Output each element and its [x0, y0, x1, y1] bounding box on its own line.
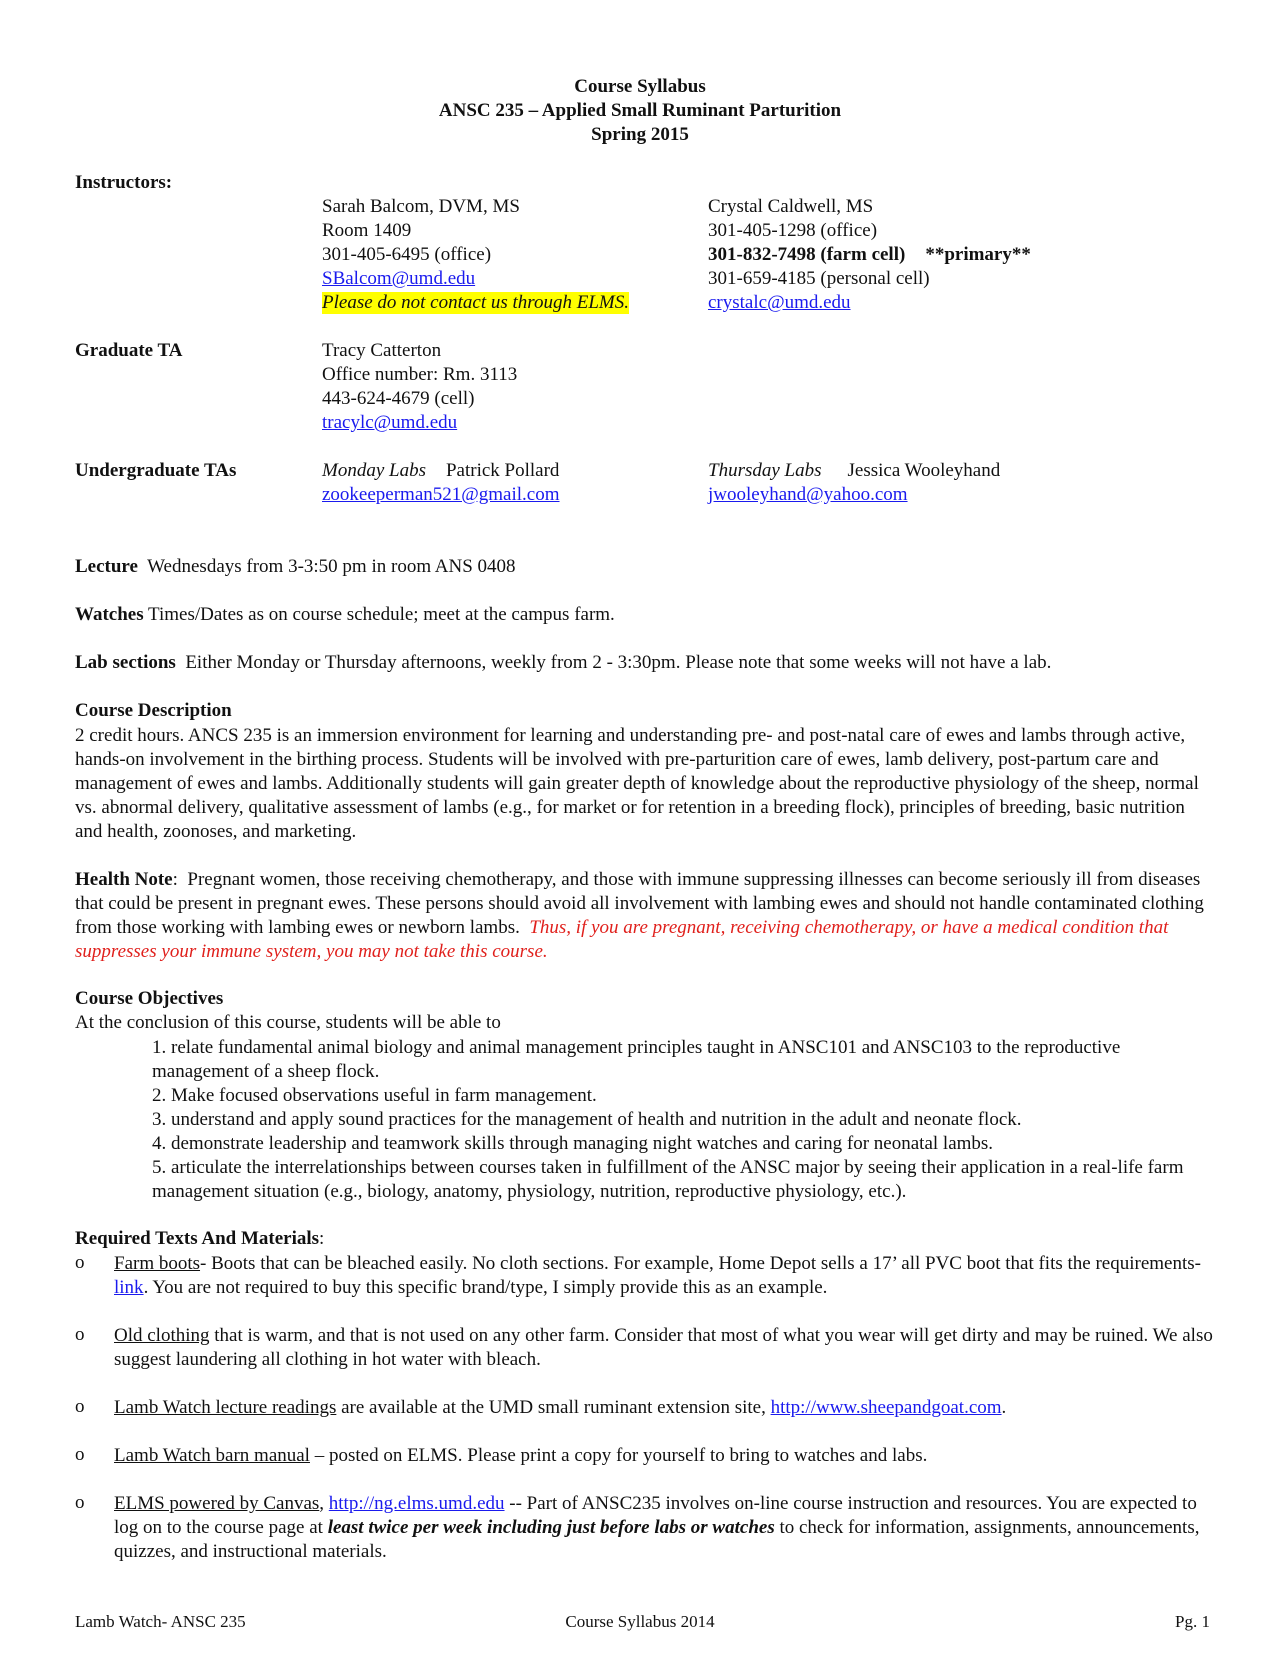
material-farm-boots: [114, 1252, 1214, 1300]
term: Spring 2015: [591, 124, 689, 145]
thursday-ta-name: Jessica Wooleyhand: [847, 460, 1001, 481]
farm-boots-text-2: . You are not required to buy this specific brand/type, I simply provide this as an example.: [143, 1277, 828, 1298]
elms-term: ELMS powered by Canvas: [114, 1493, 320, 1514]
elms-text: -- Part of ANSC235 involves on-line course instruction and resources. You are expected to log on to the course page at: [114, 1493, 1197, 1538]
instructor-b-farm-cell: [708, 244, 1031, 266]
bullet-icon: o: [75, 1396, 85, 1417]
instructor-b-email-link[interactable]: crystalc@umd.edu: [708, 292, 851, 313]
materials-heading: Required Texts And Materials: [75, 1228, 320, 1249]
grad-ta-office: Office number: Rm. 3113: [322, 364, 518, 385]
material-barn-manual: [114, 1444, 1214, 1468]
farm-boots-term: Farm boots: [114, 1253, 201, 1274]
labs-label: Lab sections: [75, 652, 176, 673]
monday-labs-label: Monday Labs: [322, 460, 426, 481]
material-old-clothing: [114, 1324, 1214, 1372]
bullet-icon: o: [75, 1444, 85, 1465]
course-syllabus-heading: Course Syllabus: [574, 76, 706, 97]
objective-item: 1. relate fundamental animal biology and animal management principles taught in ANSC101 and ANSC103 to the reproductive management of a sheep flock.: [152, 1037, 1121, 1082]
readings-text: are available at the UMD small ruminant extension site,: [336, 1397, 771, 1418]
instructor-a-email-link[interactable]: SBalcom@umd.edu: [322, 268, 476, 289]
bullet-icon: o: [75, 1492, 85, 1513]
elms-link[interactable]: http://ng.elms.umd.edu: [328, 1493, 505, 1514]
course-title: ANSC 235 – Applied Small Ruminant Parturition: [438, 100, 842, 121]
materials-colon: :: [319, 1228, 325, 1249]
bullet-icon: o: [75, 1252, 85, 1273]
barn-manual-text: – posted on ELMS. Please print a copy for yourself to bring to watches and labs.: [309, 1445, 928, 1466]
materials-heading-line: [75, 1228, 324, 1250]
contact-note: Please do not contact us through ELMS.: [322, 292, 629, 313]
objective-item: 3. understand and apply sound practices for the management of health and nutrition in the adult and neonate flock.: [152, 1109, 1022, 1130]
old-clothing-term: Old clothing: [114, 1325, 210, 1346]
old-clothing-text: that is warm, and that is not used on any other farm. Consider that most of what you wear will get dirty and may be ruined. We also suggest laundering all clothing in hot water with bleach.: [114, 1325, 1213, 1370]
farm-boots-link[interactable]: link: [114, 1277, 144, 1298]
ugrad-ta-label: Undergraduate TAs: [75, 460, 237, 481]
farm-cell-number: 301-832-7498 (farm cell): [708, 244, 906, 265]
grad-ta-email-link[interactable]: tracylc@umd.edu: [322, 412, 458, 433]
health-note: Health Note: Pregnant women, those receiving chemotherapy, and those with immune suppressing illnesses can become seriously ill from diseases that could be present in pregnant ewes. These persons should avoid all involvement with lambing ewes and should not handle contaminated clothing from those working with lambing ewes or newborn lambs. Thus, if you are pregnant, receiving chemotherapy, or have a medical condition that suppresses your immune system, you may not take this course.: [75, 869, 1204, 962]
lecture-label: Lecture: [75, 556, 138, 577]
bullet-icon: o: [75, 1324, 85, 1345]
instructor-b-personal: 301-659-4185 (personal cell): [708, 268, 930, 289]
objectives-heading: Course Objectives: [75, 988, 224, 1009]
readings-term: Lamb Watch lecture readings: [114, 1397, 337, 1418]
grad-ta-name: Tracy Catterton: [322, 340, 442, 361]
elms-text-2: to check for information, assignments, announcements, quizzes, and instructional materials.: [114, 1517, 1200, 1562]
primary-flag: **primary**: [925, 244, 1031, 265]
instructor-a-room: Room 1409: [322, 220, 412, 241]
health-warning: Thus, if you are pregnant, receiving chemotherapy, or have a medical condition that suppresses your immune system, you may not take this course.: [75, 917, 1169, 962]
monday-ta: [322, 460, 559, 482]
thursday-labs-label: Thursday Labs: [708, 460, 822, 481]
labs-text: Either Monday or Thursday afternoons, weekly from 2 - 3:30pm. Please note that some weeks will not have a lab.: [185, 652, 1052, 673]
instructor-b-office: 301-405-1298 (office): [708, 220, 878, 241]
instructor-b-name: Crystal Caldwell, MS: [708, 196, 874, 217]
sheepandgoat-link[interactable]: http://www.sheepandgoat.com: [770, 1397, 1002, 1418]
watches-line: [75, 604, 615, 626]
health-note-label: Health Note: [75, 869, 173, 890]
monday-ta-name: Patrick Pollard: [445, 460, 560, 481]
instructor-a-name: Sarah Balcom, DVM, MS: [322, 196, 520, 217]
elms-emphasis: least twice per week including just before labs or watches: [327, 1517, 775, 1538]
objective-item: 5. articulate the interrelationships between courses taken in fulfillment of the ANSC major by seeing their application in a real-life farm management situation (e.g., biology, anatomy, physiology, nutrition, reproductive physiology, etc.).: [152, 1157, 1184, 1202]
objectives-intro: At the conclusion of this course, students will be able to: [75, 1012, 501, 1033]
thursday-ta: [708, 460, 1000, 482]
watches-text: Times/Dates as on course schedule; meet at the campus farm.: [148, 604, 615, 625]
watches-label: Watches: [75, 604, 144, 625]
instructors-label: Instructors:: [75, 172, 173, 193]
objective-item: 2. Make focused observations useful in farm management.: [152, 1085, 597, 1106]
farm-boots-text: - Boots that can be bleached easily. No cloth sections. For example, Home Depot sells a 17’ all PVC boot that fits the requirements-: [200, 1253, 1201, 1274]
thursday-ta-email-link[interactable]: jwooleyhand@yahoo.com: [708, 484, 908, 505]
footer-center: Course Syllabus 2014: [565, 1612, 715, 1631]
monday-ta-email-link[interactable]: zookeeperman521@gmail.com: [322, 484, 560, 505]
description-heading: Course Description: [75, 700, 232, 721]
page-number: Pg. 1: [1175, 1612, 1210, 1631]
instructor-a-phone: 301-405-6495 (office): [322, 244, 492, 265]
material-elms: [114, 1492, 1214, 1564]
readings-end: .: [1001, 1397, 1007, 1418]
material-readings: [114, 1396, 1214, 1420]
grad-ta-label: Graduate TA: [75, 340, 183, 361]
grad-ta-phone: 443-624-4679 (cell): [322, 388, 475, 409]
description-text: 2 credit hours. ANCS 235 is an immersion environment for learning and understanding pre- and post-natal care of ewes and lambs through active, hands-on involvement in the birthing process. Students will be involved with pre-parturition care of ewes, lamb delivery, post-partum care and management of ewes and lambs. Additionally students will gain greater depth of knowledge about the reproductive physiology of the sheep, normal vs. abnormal delivery, qualitative assessment of lambs (e.g., for market or for retention in a breeding flock), principles of breeding, basic nutrition and health, zoonoses, and marketing.: [75, 725, 1199, 842]
footer-left: Lamb Watch- ANSC 235: [75, 1612, 246, 1631]
lecture-text: Wednesdays from 3-3:50 pm in room ANS 0408: [147, 556, 516, 577]
barn-manual-term: Lamb Watch barn manual: [114, 1445, 310, 1466]
objective-item: 4. demonstrate leadership and teamwork skills through managing night watches and caring for neonatal lambs.: [152, 1133, 994, 1154]
labs-line: [75, 652, 1051, 674]
health-note-text: Pregnant women, those receiving chemotherapy, and those with immune suppressing illnesses can become seriously ill from diseases that could be present in pregnant ewes. These persons should avoid all involvement with lambing ewes and should not handle contaminated clothing from those working with lambing ewes or newborn lambs.: [75, 869, 1204, 938]
lecture-line: [75, 556, 516, 578]
elms-comma: ,: [319, 1493, 329, 1514]
